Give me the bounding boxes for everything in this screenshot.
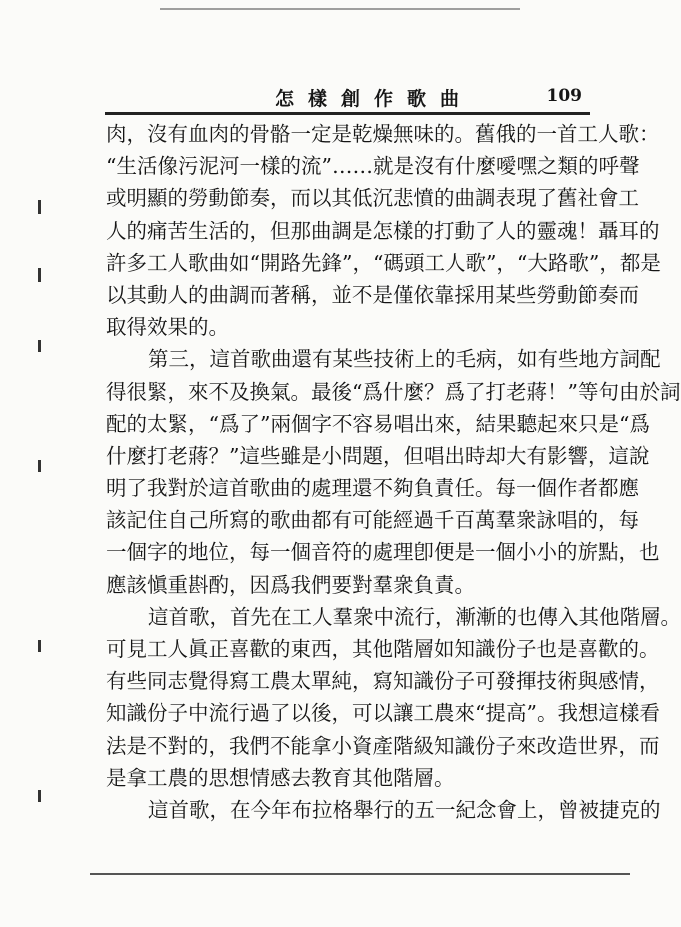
scan-artifact-top bbox=[160, 0, 520, 10]
text-line: 這首歌，在今年布拉格舉行的五一紀念會上，曾被捷克的 bbox=[148, 797, 661, 822]
binding-mark bbox=[38, 790, 41, 802]
binding-mark bbox=[38, 340, 41, 352]
binding-mark bbox=[38, 460, 41, 472]
text-line: 第三，這首歌曲還有某些技術上的毛病，如有些地方詞配 bbox=[148, 347, 661, 372]
text-line: 該記住自己所寫的歌曲都有可能經過千百萬羣衆詠唱的，每 bbox=[106, 508, 639, 533]
text-line: 許多工人歌曲如“開路先鋒”，“碼頭工人歌”，“大路歌”，都是 bbox=[106, 250, 661, 275]
text-line: 有些同志覺得寫工農太單純，寫知識份子可發揮技術與感情， bbox=[106, 669, 660, 694]
text-line: 得很緊，來不及換氣。最後“爲什麼？爲了打老蔣！”等句由於詞 bbox=[106, 379, 681, 404]
bottom-rule bbox=[90, 873, 630, 875]
text-line: 肉，沒有血肉的骨骼一定是乾燥無味的。舊俄的一首工人歌： bbox=[106, 122, 660, 146]
text-line: 知識份子中流行過了以後，可以讓工農來“提高”。我想這樣看 bbox=[106, 701, 660, 726]
text-line: “生活像污泥河一樣的流”……就是沒有什麼噯嘿之類的呼聲 bbox=[106, 154, 640, 179]
text-line: 法是不對的，我們不能拿小資產階級知識份子來改造世界，而 bbox=[106, 733, 660, 758]
text-line: 以其動人的曲調而著稱，並不是僅依靠採用某些勞動節奏而 bbox=[106, 282, 639, 307]
binding-mark bbox=[38, 268, 41, 282]
running-title: 怎樣創作歌曲 bbox=[275, 88, 474, 110]
text-line: 取得效果的。 bbox=[106, 315, 229, 340]
text-line: 什麼打老蔣？”這些雖是小問題，但唱出時却大有影響，這說 bbox=[106, 443, 650, 468]
text-line: 是拿工農的思想情感去教育其他階層。 bbox=[106, 765, 455, 790]
running-header bbox=[105, 82, 590, 115]
text-line: 人的痛苦生活的，但那曲調是怎樣的打動了人的靈魂！聶耳的 bbox=[106, 218, 660, 243]
binding-mark bbox=[38, 640, 41, 652]
text-line: 這首歌，首先在工人羣衆中流行，漸漸的也傳入其他階層。 bbox=[148, 604, 681, 629]
body-text bbox=[106, 118, 681, 826]
text-line: 或明顯的勞動節奏，而以其低沉悲憤的曲調表現了舊社會工 bbox=[106, 186, 639, 211]
text-line: 配的太緊，“爲了”兩個字不容易唱出來，結果聽起來只是“爲 bbox=[106, 411, 650, 436]
text-line: 可見工人眞正喜歡的東西，其他階層如知識份子也是喜歡的。 bbox=[106, 637, 660, 661]
text-line: 一個字的地位，每一個音符的處理卽便是一個小小的旂點，也 bbox=[106, 540, 660, 565]
binding-mark bbox=[38, 200, 41, 214]
text-line: 明了我對於這首歌曲的處理還不夠負責任。每一個作者都應 bbox=[106, 476, 639, 501]
page-number: 109 bbox=[546, 86, 582, 106]
text-line: 應該愼重斟酌，因爲我們要對羣衆負責。 bbox=[106, 572, 475, 597]
